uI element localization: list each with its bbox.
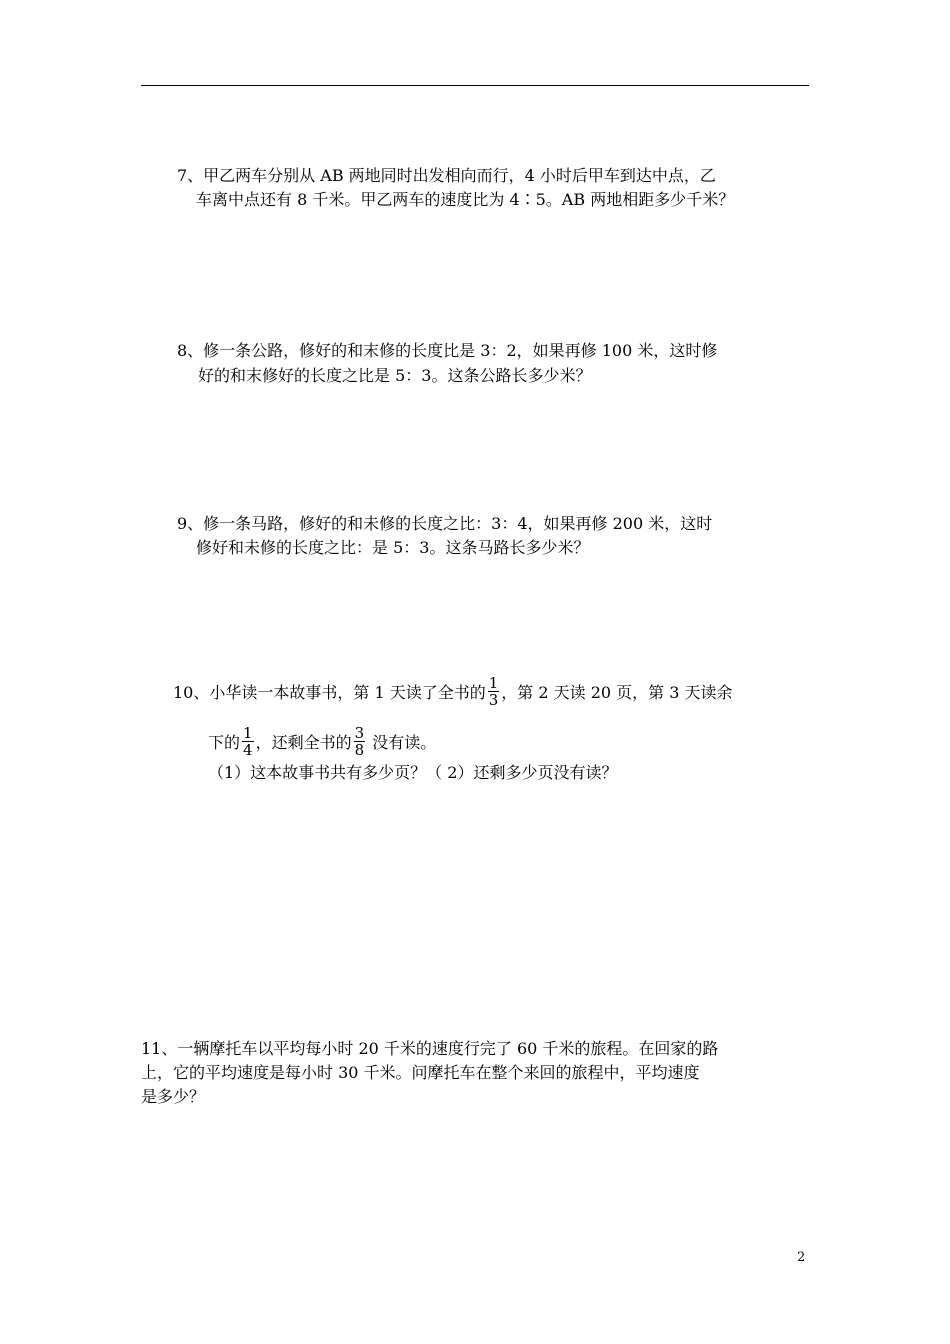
q9-line-2: 修好和未修的长度之比：是 5：3。这条马路长多少米？: [196, 538, 590, 557]
page-number: 2: [797, 1250, 806, 1265]
q8-line-2: 好的和末修好的长度之比是 5：3。这条公路长多少米？: [198, 366, 592, 385]
fraction-three-eighths: [354, 725, 366, 758]
q8-line-1: 8、修一条公路，修好的和末修的长度比是 3：2，如果再修 100 米，这时修: [177, 341, 718, 360]
fraction-numerator: 1: [243, 724, 253, 742]
q10-text-1a: 10、小华读一本故事书，第 1 天读了全书的: [173, 683, 486, 702]
fraction-denominator: 3: [488, 691, 499, 709]
q10-line-3: （1）这本故事书共有多少页？（ 2）还剩多少页没有读？: [208, 763, 618, 782]
q7-line-1: 7、甲乙两车分别从 AB 两地同时出发相向而行，4 小时后甲车到达中点，乙: [177, 166, 716, 185]
q10-line-2: [208, 724, 437, 760]
q10-text-2b: ，还剩全书的: [255, 733, 352, 752]
q11-line-3: 是多少？: [141, 1087, 206, 1106]
fraction-one-quarter: [242, 725, 254, 758]
q10-text-2a: 下的: [208, 733, 241, 752]
fraction-numerator: 1: [488, 674, 499, 692]
q9-line-1: 9、修一条马路，修好的和未修的长度之比：3：4，如果再修 200 米，这时: [177, 514, 713, 533]
fraction-denominator: 8: [354, 741, 365, 759]
header-rule: [141, 85, 809, 86]
fraction-one-third: [488, 675, 500, 708]
q11-line-2: 上，它的平均速度是每小时 30 千米。问摩托车在整个来回的旅程中，平均速度: [141, 1063, 700, 1082]
fraction-numerator: 3: [354, 724, 365, 742]
q7-line-2: 车离中点还有 8 千米。甲乙两车的速度比为 4∶5。AB 两地相距多少千米？: [196, 190, 735, 209]
q10-text-1b: ，第 2 天读 20 页，第 3 天读余: [501, 683, 733, 702]
q10-line-1: [173, 674, 733, 710]
q11-line-1: 11、一辆摩托车以平均每小时 20 千米的速度行完了 60 千米的旅程。在回家的路: [141, 1039, 719, 1058]
fraction-denominator: 4: [243, 741, 253, 759]
q10-text-2c: 没有读。: [372, 733, 437, 752]
